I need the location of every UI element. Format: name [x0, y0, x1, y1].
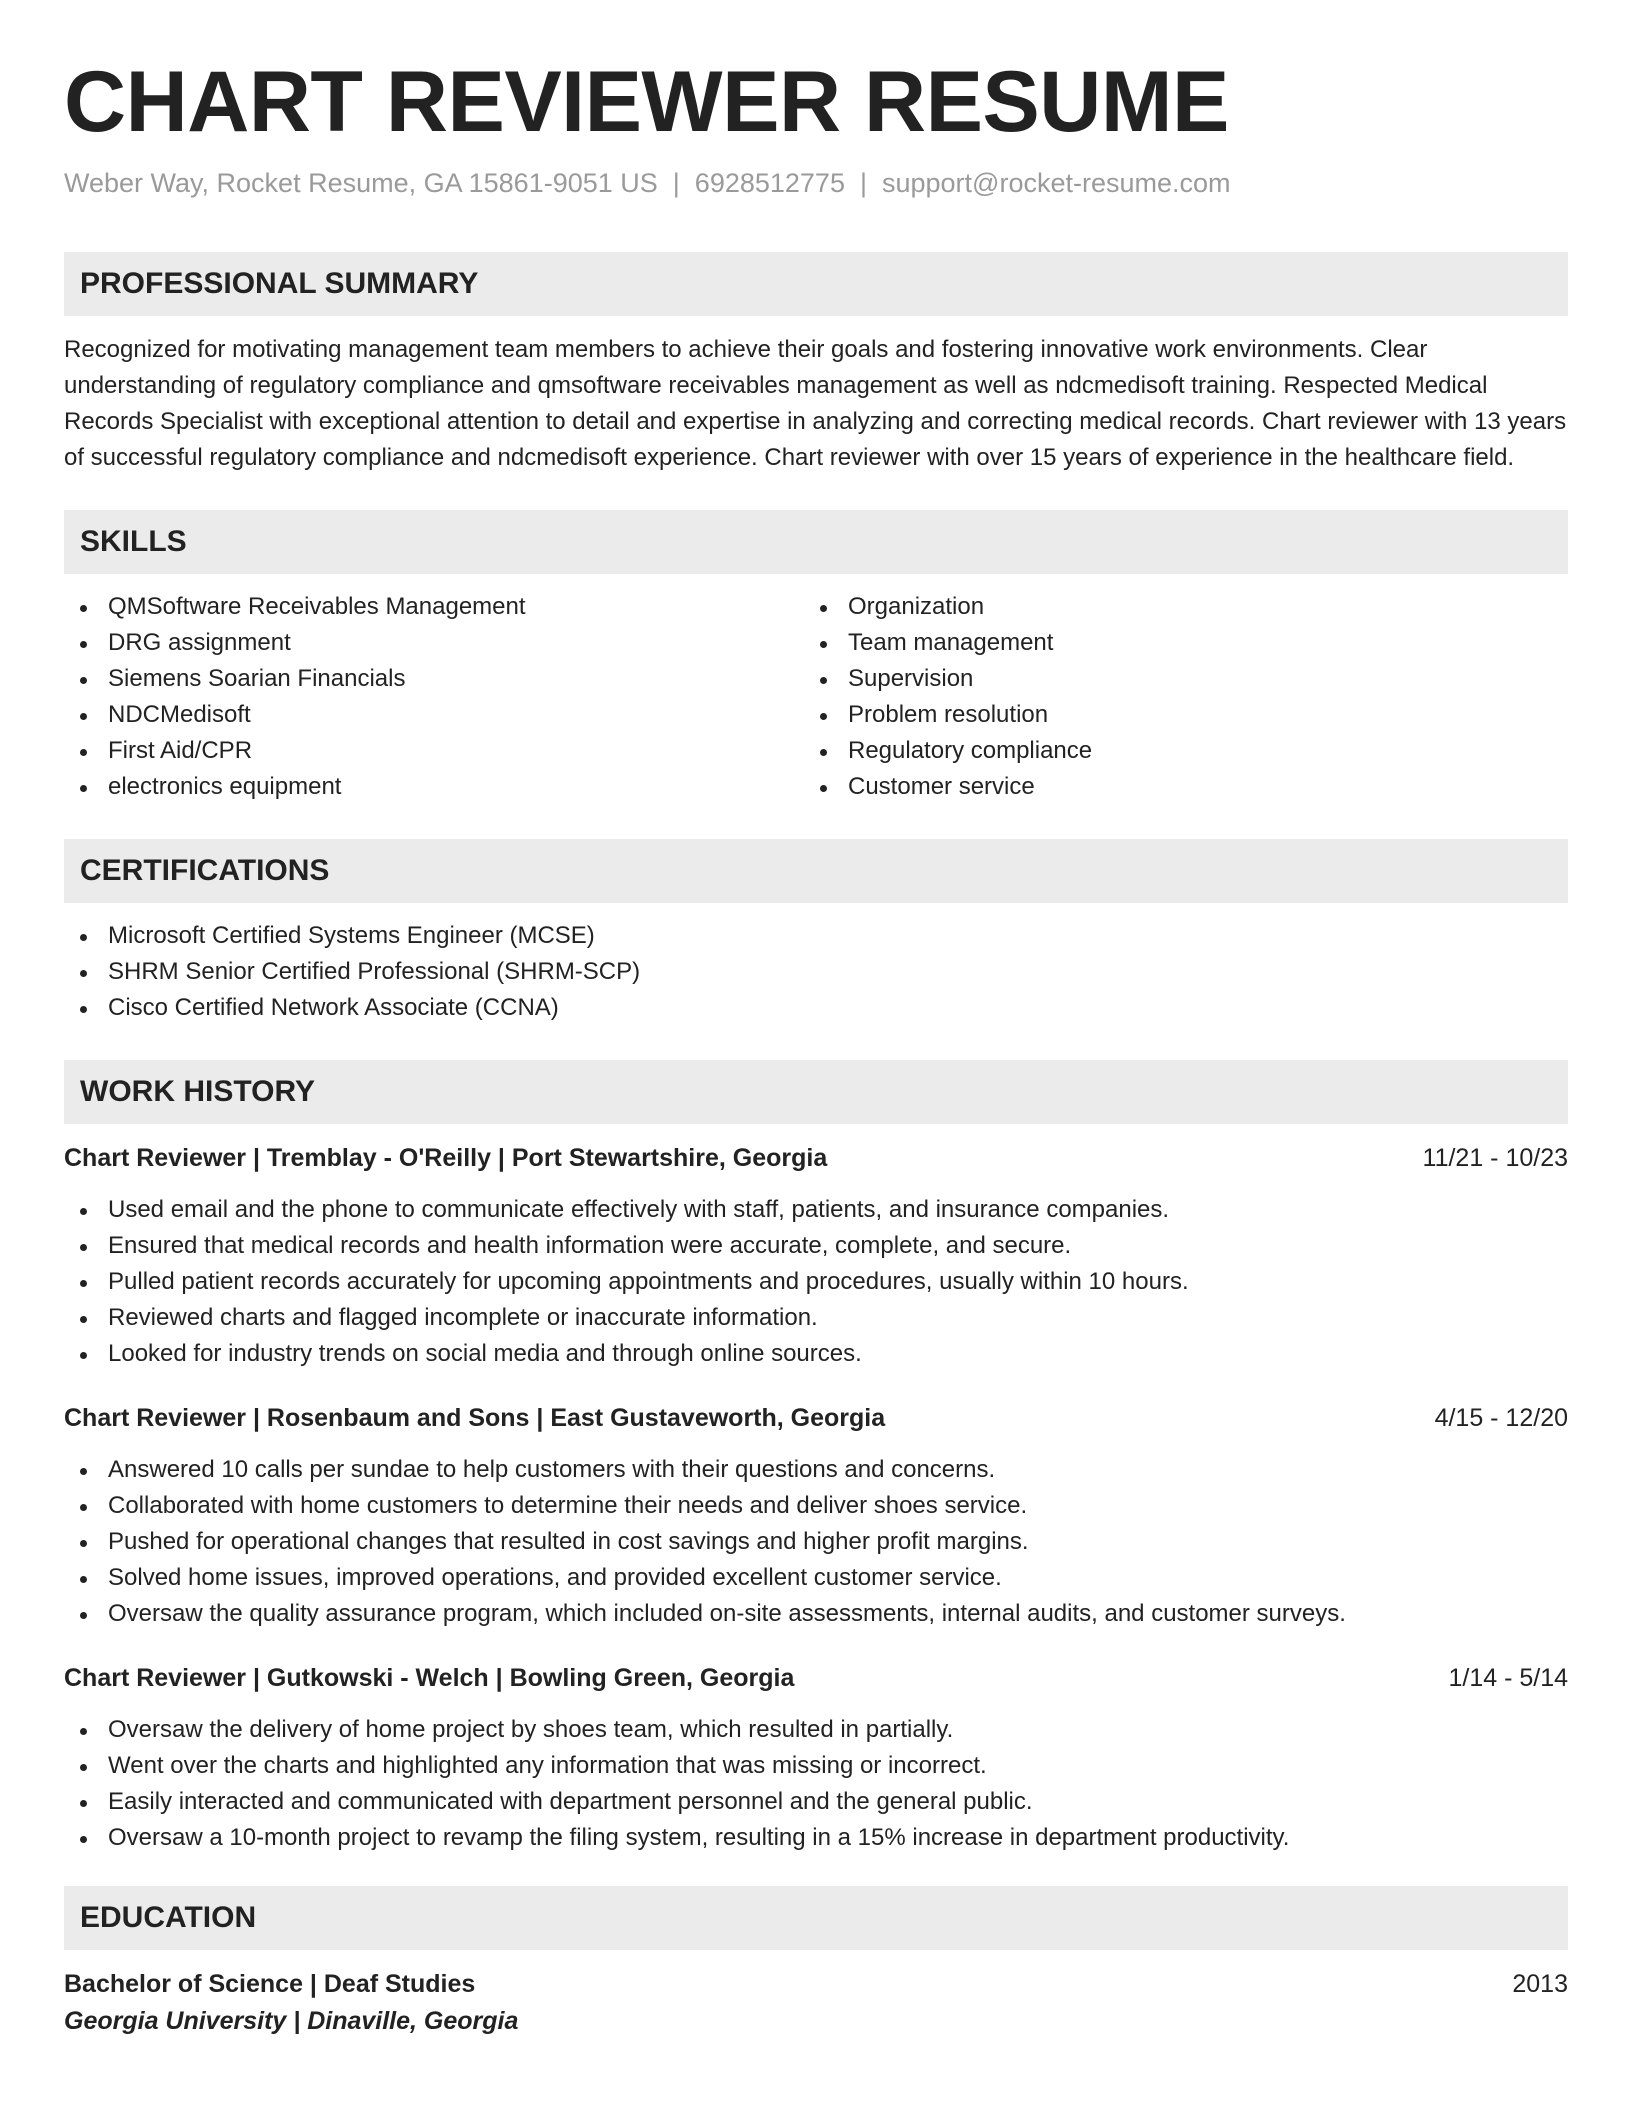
job-header	[64, 1660, 1568, 1696]
job-bullet: Oversaw the quality assurance program, which included on-site assessments, internal audits, and customer surveys.	[64, 1596, 1568, 1632]
job-bullet: Oversaw a 10-month project to revamp the filing system, resulting in a 15% increase in department productivity.	[64, 1820, 1568, 1856]
job-bullet: Ensured that medical records and health information were accurate, complete, and secure.	[64, 1228, 1568, 1264]
job-entry	[64, 1140, 1568, 1372]
work-history-heading: WORK HISTORY	[64, 1060, 1568, 1124]
education-degree: Bachelor of Science | Deaf Studies	[64, 1970, 476, 1998]
certification-item: Cisco Certified Network Associate (CCNA)	[64, 990, 1568, 1026]
skill-item: Supervision	[804, 661, 1544, 697]
skill-item: QMSoftware Receivables Management	[64, 589, 804, 625]
job-dates: 11/21 - 10/23	[1422, 1144, 1568, 1172]
job-dates: 4/15 - 12/20	[1434, 1404, 1568, 1432]
certification-item: Microsoft Certified Systems Engineer (MCSE)	[64, 918, 1568, 954]
skill-item: Organization	[804, 589, 1544, 625]
job-header	[64, 1140, 1568, 1176]
education-entry	[64, 1966, 1568, 2039]
skill-item: NDCMedisoft	[64, 697, 804, 733]
job-title: Chart Reviewer | Rosenbaum and Sons | East Gustaveworth, Georgia	[64, 1404, 886, 1432]
resume-title: CHART REVIEWER RESUME	[64, 54, 1229, 150]
summary-text: Recognized for motivating management team members to achieve their goals and fostering innovative work environments. Clear understanding of regulatory compliance and qmsoftware receivables management as well as ndcmedisoft training. Respected Medical Records Specialist with exceptional attention to detail and expertise in analyzing and correcting medical records. Chart reviewer with 13 years of successful regulatory compliance and ndcmedisoft experience. Chart reviewer with over 15 years of experience in the healthcare field.	[64, 336, 1567, 471]
job-bullet: Solved home issues, improved operations, and provided excellent customer service.	[64, 1560, 1568, 1596]
contact-separator: |	[672, 168, 680, 198]
job-entry	[64, 1660, 1568, 1856]
skills-list-left	[64, 589, 804, 805]
skill-item: electronics equipment	[64, 769, 804, 805]
job-bullet: Pulled patient records accurately for upcoming appointments and procedures, usually within 10 hours.	[64, 1264, 1568, 1300]
job-bullet: Used email and the phone to communicate effectively with staff, patients, and insurance companies.	[64, 1192, 1568, 1228]
job-bullets	[64, 1452, 1568, 1632]
contact-email: support@rocket-resume.com	[881, 168, 1231, 198]
education-school: Georgia University | Dinaville, Georgia	[64, 2007, 519, 2035]
job-bullets	[64, 1192, 1568, 1372]
job-bullet: Pushed for operational changes that resulted in cost savings and higher profit margins.	[64, 1524, 1568, 1560]
skill-item: Customer service	[804, 769, 1544, 805]
skills-heading: SKILLS	[64, 510, 1568, 574]
skill-item: Team management	[804, 625, 1544, 661]
skills-list-right	[804, 589, 1544, 805]
job-bullet: Looked for industry trends on social media and through online sources.	[64, 1336, 1568, 1372]
certifications-heading: CERTIFICATIONS	[64, 839, 1568, 903]
job-bullet: Reviewed charts and flagged incomplete or inaccurate information.	[64, 1300, 1568, 1336]
contact-separator: |	[859, 168, 867, 198]
job-bullet: Collaborated with home customers to determine their needs and deliver shoes service.	[64, 1488, 1568, 1524]
job-entry	[64, 1400, 1568, 1632]
certification-item: SHRM Senior Certified Professional (SHRM-SCP)	[64, 954, 1568, 990]
job-bullet: Easily interacted and communicated with department personnel and the general public.	[64, 1784, 1568, 1820]
skill-item: Problem resolution	[804, 697, 1544, 733]
summary-heading: PROFESSIONAL SUMMARY	[64, 252, 1568, 316]
contact-line	[64, 166, 1568, 200]
contact-phone: 6928512775	[694, 168, 845, 198]
education-header	[64, 1966, 1568, 2002]
job-dates: 1/14 - 5/14	[1448, 1664, 1568, 1692]
job-bullets	[64, 1712, 1568, 1856]
education-heading: EDUCATION	[64, 1886, 1568, 1950]
skills-grid	[64, 589, 1568, 805]
certifications-list	[64, 918, 1568, 1026]
skill-item: Siemens Soarian Financials	[64, 661, 804, 697]
job-bullet: Answered 10 calls per sundae to help customers with their questions and concerns.	[64, 1452, 1568, 1488]
job-header	[64, 1400, 1568, 1436]
job-title: Chart Reviewer | Tremblay - O'Reilly | Port Stewartshire, Georgia	[64, 1144, 828, 1172]
skill-item: First Aid/CPR	[64, 733, 804, 769]
job-title: Chart Reviewer | Gutkowski - Welch | Bowling Green, Georgia	[64, 1664, 795, 1692]
job-bullet: Oversaw the delivery of home project by shoes team, which resulted in partially.	[64, 1712, 1568, 1748]
contact-address: Weber Way, Rocket Resume, GA 15861-9051 US	[64, 168, 658, 198]
job-bullet: Went over the charts and highlighted any information that was missing or incorrect.	[64, 1748, 1568, 1784]
skill-item: DRG assignment	[64, 625, 804, 661]
education-year: 2013	[1512, 1970, 1568, 1998]
skill-item: Regulatory compliance	[804, 733, 1544, 769]
